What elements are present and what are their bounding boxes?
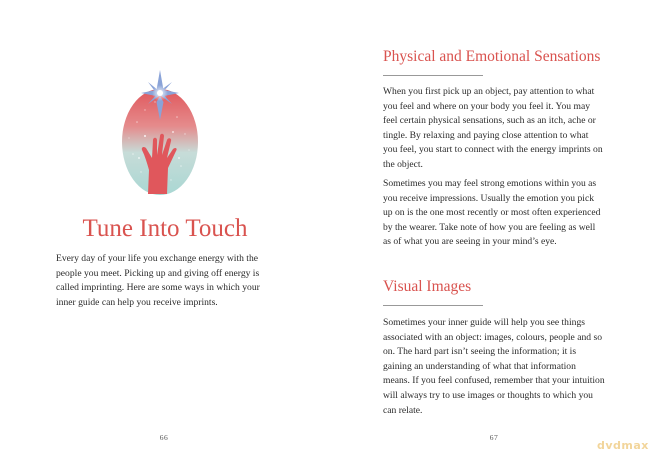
watermark-logo: dvdmax (597, 439, 649, 452)
right-page (329, 0, 657, 460)
body-paragraph: When you first pick up an object, pay attention to what you feel and where on your body you feel it. You may feel certain physical sensations, such as an itch, ache or tingle. By relaxing and paying close attention to what you feel, you start to connect with the energy imprints on the object. (383, 86, 603, 170)
section-heading-visual-images: Visual Images (383, 278, 472, 295)
intro-paragraph: Every day of your life you exchange energy with the people you meet. Picking up and giving off energy is called imprinting. Here are some ways in which your inner guide can help you receive imprints. (56, 253, 260, 308)
chapter-title: Tune Into Touch (82, 215, 248, 242)
heading-rule (383, 75, 483, 76)
hand-reaching-star-icon (115, 62, 210, 202)
section-heading-physical-emotional: Physical and Emotional Sensations (383, 48, 601, 65)
left-page (0, 0, 328, 460)
body-paragraph: Sometimes your inner guide will help you see things associated with an object: images, colours, people and so on. The hard part isn’t seeing the information; it is gaining an understanding of what that information means. If you feel confused, remember that your intuition will always try to use images or thoughts to which you can relate. (383, 317, 605, 416)
heading-rule (383, 305, 483, 306)
body-paragraph: Sometimes you may feel strong emotions within you as you receive impressions. Usually the emotion you pick up on is the one most recently or most often experienced by the wearer. Take note of how you are feeling as well as of what you are seeing in your mind’s eye. (383, 178, 601, 248)
page-number-left: 66 (159, 433, 169, 442)
page-number-right: 67 (489, 433, 499, 442)
